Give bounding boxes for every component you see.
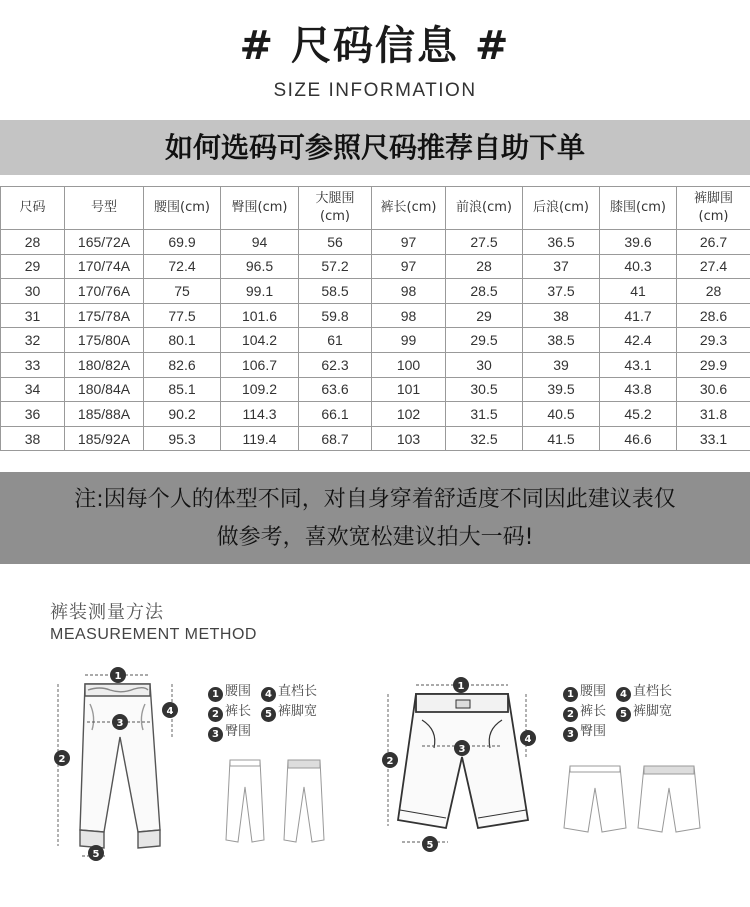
table-cell: 37.5 xyxy=(523,279,600,304)
table-cell: 41.5 xyxy=(523,426,600,451)
table-cell: 106.7 xyxy=(221,352,299,377)
table-cell: 170/76A xyxy=(65,279,144,304)
column-header: 大腿围 (cm) xyxy=(299,187,372,230)
table-cell: 98 xyxy=(372,303,446,328)
legend-num: 2 xyxy=(208,707,223,722)
table-cell: 85.1 xyxy=(144,377,221,402)
legend-label-hem: 裤脚宽 xyxy=(633,704,673,719)
table-row xyxy=(1,254,750,279)
table-cell: 95.3 xyxy=(144,426,221,451)
legend-num: 5 xyxy=(261,707,276,722)
marker-label: 3 xyxy=(116,718,124,729)
marker-label: 2 xyxy=(386,756,394,767)
table-cell: 31 xyxy=(1,303,65,328)
table-cell: 32 xyxy=(1,328,65,353)
table-cell: 32.5 xyxy=(446,426,523,451)
note-line-2: 做参考，喜欢宽松建议拍大一码! xyxy=(216,525,534,550)
trousers-diagram xyxy=(50,662,190,867)
marker-label: 2 xyxy=(58,754,66,765)
table-cell: 170/74A xyxy=(65,254,144,279)
table-cell: 33.1 xyxy=(677,426,750,451)
table-cell: 28.5 xyxy=(446,279,523,304)
table-row xyxy=(1,377,750,402)
marker-label: 1 xyxy=(114,671,122,682)
table-cell: 28.6 xyxy=(677,303,750,328)
table-cell: 63.6 xyxy=(299,377,372,402)
shorts-diagram xyxy=(378,672,548,867)
table-cell: 38.5 xyxy=(523,328,600,353)
table-cell: 27.4 xyxy=(677,254,750,279)
table-header-row xyxy=(1,187,750,230)
table-body xyxy=(1,230,750,451)
table-row xyxy=(1,402,750,427)
table-cell: 41 xyxy=(600,279,677,304)
table-cell: 38 xyxy=(1,426,65,451)
table-cell: 114.3 xyxy=(221,402,299,427)
table-cell: 109.2 xyxy=(221,377,299,402)
marker-label: 4 xyxy=(166,706,174,717)
legend-num: 3 xyxy=(208,727,223,742)
table-cell: 69.9 xyxy=(144,230,221,255)
trousers-thumbnails xyxy=(220,752,338,852)
table-cell: 185/88A xyxy=(65,402,144,427)
table-row xyxy=(1,230,750,255)
legend-num: 4 xyxy=(616,687,631,702)
legend-label-hip: 臀围 xyxy=(580,724,607,739)
table-cell: 30 xyxy=(1,279,65,304)
table-cell: 58.5 xyxy=(299,279,372,304)
measurement-title: 裤装测量方法 xyxy=(50,602,164,623)
table-cell: 56 xyxy=(299,230,372,255)
marker-label: 3 xyxy=(458,744,466,755)
shorts-thumbnails xyxy=(560,760,710,840)
table-cell: 27.5 xyxy=(446,230,523,255)
column-header: 后浪(cm) xyxy=(523,187,600,230)
table-cell: 82.6 xyxy=(144,352,221,377)
table-cell: 29 xyxy=(1,254,65,279)
page-subtitle: SIZE INFORMATION xyxy=(273,80,477,101)
table-cell: 66.1 xyxy=(299,402,372,427)
table-cell: 97 xyxy=(372,230,446,255)
size-table xyxy=(0,186,750,451)
table-cell: 29.3 xyxy=(677,328,750,353)
table-cell: 165/72A xyxy=(65,230,144,255)
table-cell: 30.6 xyxy=(677,377,750,402)
column-header: 前浪(cm) xyxy=(446,187,523,230)
table-cell: 40.3 xyxy=(600,254,677,279)
table-cell: 39.5 xyxy=(523,377,600,402)
legend-label-length: 裤长 xyxy=(580,704,607,719)
table-cell: 101 xyxy=(372,377,446,402)
legend-trousers xyxy=(208,682,317,742)
legend-label-hem: 裤脚宽 xyxy=(278,704,318,719)
column-header: 膝围(cm) xyxy=(600,187,677,230)
table-cell: 36 xyxy=(1,402,65,427)
column-header: 裤脚围 (cm) xyxy=(677,187,750,230)
table-cell: 37 xyxy=(523,254,600,279)
table-cell: 80.1 xyxy=(144,328,221,353)
legend-label-hip: 臀围 xyxy=(225,724,252,739)
table-row xyxy=(1,328,750,353)
size-note xyxy=(0,472,750,564)
table-cell: 96.5 xyxy=(221,254,299,279)
table-cell: 33 xyxy=(1,352,65,377)
legend-num: 4 xyxy=(261,687,276,702)
size-guide-banner: 如何选码可参照尺码推荐自助下单 xyxy=(0,120,750,175)
table-cell: 42.4 xyxy=(600,328,677,353)
table-row xyxy=(1,303,750,328)
table-cell: 102 xyxy=(372,402,446,427)
column-header: 腰围(cm) xyxy=(144,187,221,230)
legend-label-rise: 直档长 xyxy=(633,684,673,699)
table-row xyxy=(1,279,750,304)
marker-label: 5 xyxy=(92,849,100,860)
table-cell: 41.7 xyxy=(600,303,677,328)
table-cell: 99 xyxy=(372,328,446,353)
marker-label: 5 xyxy=(426,840,434,851)
table-cell: 180/84A xyxy=(65,377,144,402)
table-cell: 94 xyxy=(221,230,299,255)
table-cell: 39.6 xyxy=(600,230,677,255)
legend-num: 2 xyxy=(563,707,578,722)
table-cell: 180/82A xyxy=(65,352,144,377)
table-cell: 98 xyxy=(372,279,446,304)
table-cell: 29 xyxy=(446,303,523,328)
table-cell: 101.6 xyxy=(221,303,299,328)
table-cell: 46.6 xyxy=(600,426,677,451)
legend-label-waist: 腰围 xyxy=(225,684,252,699)
legend-num: 3 xyxy=(563,727,578,742)
legend-num: 5 xyxy=(616,707,631,722)
table-cell: 29.5 xyxy=(446,328,523,353)
table-cell: 61 xyxy=(299,328,372,353)
table-cell: 28 xyxy=(1,230,65,255)
table-cell: 100 xyxy=(372,352,446,377)
column-header: 号型 xyxy=(65,187,144,230)
table-cell: 175/78A xyxy=(65,303,144,328)
table-cell: 28 xyxy=(446,254,523,279)
table-cell: 72.4 xyxy=(144,254,221,279)
table-cell: 29.9 xyxy=(677,352,750,377)
table-cell: 26.7 xyxy=(677,230,750,255)
table-cell: 36.5 xyxy=(523,230,600,255)
table-cell: 103 xyxy=(372,426,446,451)
table-row xyxy=(1,352,750,377)
legend-label-rise: 直档长 xyxy=(278,684,318,699)
table-cell: 28 xyxy=(677,279,750,304)
table-cell: 77.5 xyxy=(144,303,221,328)
table-cell: 185/92A xyxy=(65,426,144,451)
column-header: 尺码 xyxy=(1,187,65,230)
table-row xyxy=(1,426,750,451)
column-header: 臀围(cm) xyxy=(221,187,299,230)
table-cell: 175/80A xyxy=(65,328,144,353)
table-cell: 75 xyxy=(144,279,221,304)
table-cell: 30.5 xyxy=(446,377,523,402)
table-cell: 31.5 xyxy=(446,402,523,427)
table-cell: 119.4 xyxy=(221,426,299,451)
table-cell: 43.8 xyxy=(600,377,677,402)
table-cell: 39 xyxy=(523,352,600,377)
legend-label-waist: 腰围 xyxy=(580,684,607,699)
table-cell: 99.1 xyxy=(221,279,299,304)
column-header: 裤长(cm) xyxy=(372,187,446,230)
measurement-title-en: MEASUREMENT METHOD xyxy=(50,626,257,643)
table-cell: 59.8 xyxy=(299,303,372,328)
marker-label: 1 xyxy=(457,681,465,692)
table-cell: 34 xyxy=(1,377,65,402)
legend-label-length: 裤长 xyxy=(225,704,252,719)
note-line-1: 注:因每个人的体型不同，对自身穿着舒适度不同因此建议表仅 xyxy=(74,487,676,512)
table-cell: 40.5 xyxy=(523,402,600,427)
table-cell: 30 xyxy=(446,352,523,377)
page-title: # 尺码信息 # xyxy=(239,23,511,69)
table-cell: 57.2 xyxy=(299,254,372,279)
legend-shorts xyxy=(563,682,672,742)
table-cell: 45.2 xyxy=(600,402,677,427)
table-cell: 43.1 xyxy=(600,352,677,377)
legend-num: 1 xyxy=(208,687,223,702)
table-cell: 62.3 xyxy=(299,352,372,377)
table-cell: 31.8 xyxy=(677,402,750,427)
table-cell: 90.2 xyxy=(144,402,221,427)
table-cell: 97 xyxy=(372,254,446,279)
marker-label: 4 xyxy=(524,734,532,745)
table-cell: 68.7 xyxy=(299,426,372,451)
legend-num: 1 xyxy=(563,687,578,702)
table-cell: 104.2 xyxy=(221,328,299,353)
table-cell: 38 xyxy=(523,303,600,328)
